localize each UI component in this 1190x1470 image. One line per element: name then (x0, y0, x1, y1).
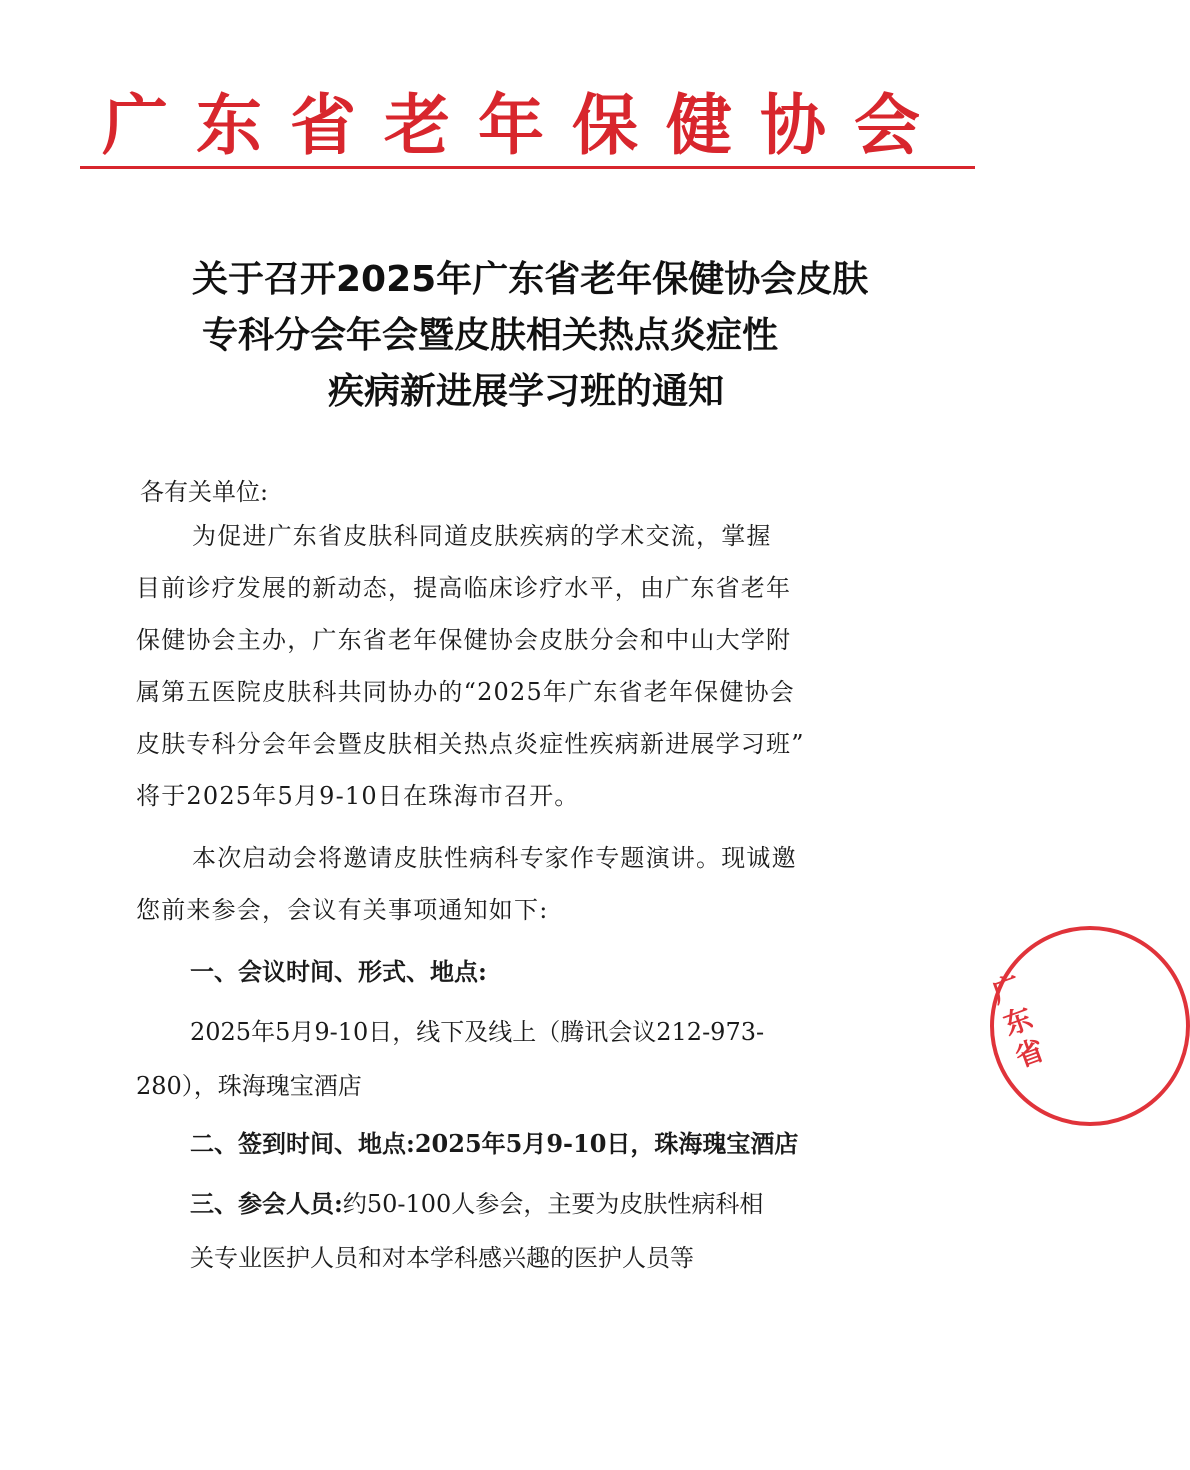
invitation-paragraph (136, 832, 876, 936)
section-2-heading: 二、签到时间、地点:2025年5月9-10日，珠海瑰宝酒店 (190, 1129, 799, 1158)
section-3-line-2: 关专业医护人员和对本学科感兴趣的医护人员等 (190, 1244, 694, 1272)
intro-line: 属第五医院皮肤科共同协办的“2025年广东省老年保健协会 (136, 678, 795, 706)
intro-paragraph (136, 510, 876, 822)
intro-line: 皮肤专科分会年会暨皮肤相关热点炎症性疾病新进展学习班” (136, 730, 805, 758)
invitation-line: 本次启动会将邀请皮肤性病科专家作专题演讲。现诚邀 (192, 844, 797, 872)
section-1-line-2: 280），珠海瑰宝酒店 (136, 1072, 362, 1100)
organization-letterhead: 广东省老年保健协会 (102, 86, 948, 164)
section-1-line-1: 2025年5月9-10日，线下及线上（腾讯会议212-973- (190, 1018, 765, 1046)
title-line-2: 专科分会年会暨皮肤相关热点炎症性 (202, 315, 779, 356)
seal-characters: 广东省 (987, 969, 1049, 1074)
intro-line: 为促进广东省皮肤科同道皮肤疾病的学术交流，掌握 (192, 522, 772, 550)
intro-line: 保健协会主办，广东省老年保健协会皮肤分会和中山大学附 (136, 626, 792, 654)
invitation-line: 您前来参会，会议有关事项通知如下: (136, 896, 549, 924)
section-3-label: 三、参会人员: (190, 1189, 343, 1218)
section-1-heading: 一、会议时间、形式、地点: (190, 957, 487, 986)
section-3-text: 约50-100人参会，主要为皮肤性病科相 (342, 1190, 764, 1218)
intro-line: 将于2025年5月9-10日在珠海市召开。 (136, 782, 580, 810)
title-line-1: 关于召开2025年广东省老年保健协会皮肤 (192, 259, 869, 300)
section-3-line-1 (190, 1184, 763, 1224)
intro-line: 目前诊疗发展的新动态，提高临床诊疗水平，由广东省老年 (136, 574, 792, 602)
document-title (150, 252, 950, 420)
salutation: 各有关单位: (140, 478, 269, 506)
title-line-3: 疾病新进展学习班的通知 (328, 371, 725, 412)
letterhead-divider (80, 166, 975, 169)
